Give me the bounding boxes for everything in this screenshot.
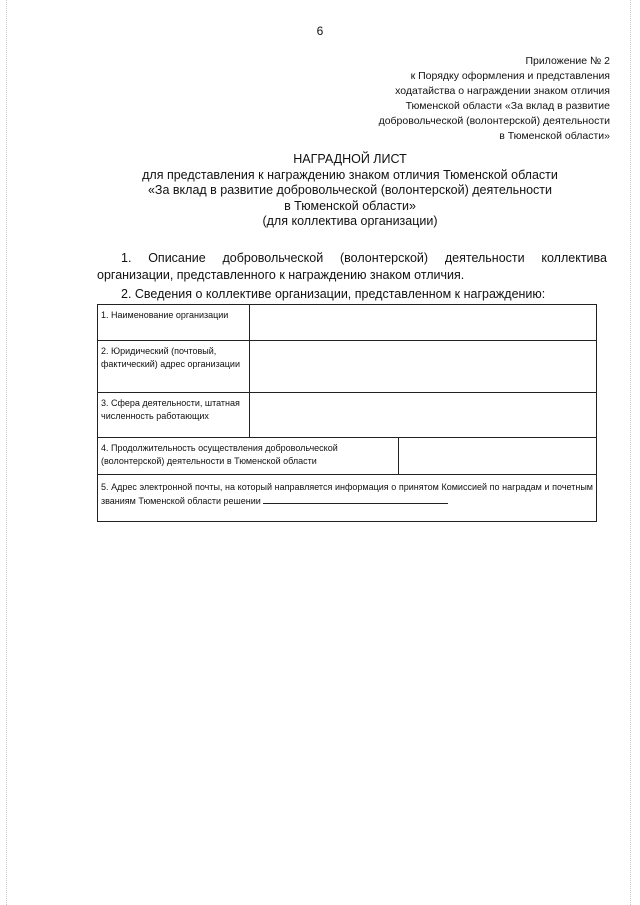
organization-name-field[interactable] <box>249 305 596 340</box>
activity-sphere-label: 3. Сфера деятельности, штатная численность работающих <box>101 398 240 421</box>
email-label: 5. Адрес электронной почты, на который направляется информация о принятом Комиссией по наградам и почетным званиям Тюменской области решении <box>101 482 593 506</box>
address-label: 2. Юридический (почтовый, фактический) адрес организации <box>101 346 240 369</box>
email-row <box>98 475 596 521</box>
appendix-header <box>290 54 610 144</box>
title-line: для представления к награждению знаком отличия Тюменской области <box>142 167 558 182</box>
title-line: в Тюменской области» <box>284 198 416 213</box>
table-row <box>98 393 596 438</box>
organization-info-table <box>97 304 597 522</box>
table-row <box>98 341 596 393</box>
section-2-heading: 2. Сведения о коллективе организации, представленном к награждению: <box>121 287 546 301</box>
address-field[interactable] <box>249 341 596 392</box>
section-1-description: 1. Описание добровольческой (волонтерской) деятельности коллектива организации, представленного к награждению знаком отличия. <box>97 251 607 282</box>
organization-name-label: 1. Наименование организации <box>101 310 229 320</box>
title-line: (для коллектива организации) <box>262 214 438 228</box>
activity-sphere-field[interactable] <box>249 393 596 437</box>
appendix-line: к Порядку оформления и представления <box>410 70 610 82</box>
table-row <box>98 305 596 341</box>
appendix-line: Тюменской области «За вклад в развитие <box>405 100 610 112</box>
appendix-line: добровольческой (волонтерской) деятельности <box>378 115 610 127</box>
scan-edge-left <box>6 0 8 905</box>
document-title <box>80 152 620 230</box>
email-field[interactable] <box>263 494 448 504</box>
scan-edge-right <box>630 0 632 905</box>
volunteer-duration-field[interactable] <box>398 438 596 474</box>
table-row <box>98 438 596 475</box>
volunteer-duration-label: 4. Продолжительность осуществления добровольческой (волонтерской) деятельности в Тюменской области <box>101 443 338 466</box>
title-line: «За вклад в развитие добровольческой (волонтерской) деятельности <box>147 183 553 197</box>
appendix-line: в Тюменской области» <box>499 130 610 142</box>
title-heading: НАГРАДНОЙ ЛИСТ <box>293 152 407 166</box>
appendix-line: ходатайства о награждении знаком отличия <box>395 85 610 97</box>
appendix-line: Приложение № 2 <box>525 55 610 67</box>
page-number: 6 <box>316 24 324 38</box>
table-row <box>98 475 596 521</box>
